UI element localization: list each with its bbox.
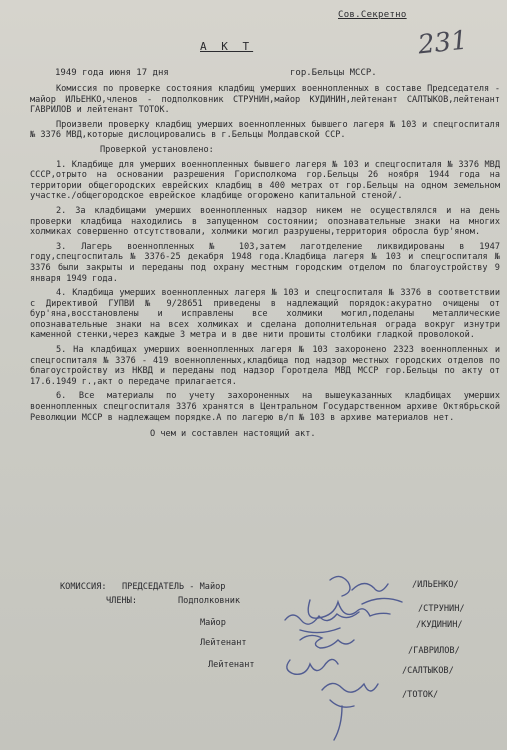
- finding-item-5: 5. На кладбищах умерших военнопленных лагеря № 103 захоронено 2323 военнопленных и спецгоспиталя № 3376 - 419 военнопленных,кладбища под надзор местных городских отделов по благоустройству из НКВД и переданы под надзор Горотдела МВД МССР гор.Бельцы по акту от 17.6.1949 г.,акт о передаче прилагается.: [30, 345, 500, 387]
- finding-item-2: 2. За кладбищами умерших военнопленных надзор никем не осуществлялся и на день проверки кладбища находились в запущенном состоянии; опознавательные знаки на многих холмиках совершенно отсутствовали, холмики могил разрушены,территория обросла бур'яном.: [30, 205, 500, 238]
- member-name-1: /СТРУНИН/: [418, 604, 465, 614]
- closing-line: О чем и составлен настоящий акт.: [150, 429, 316, 440]
- strunin-signature: [308, 600, 390, 618]
- finding-item-1: 1. Кладбище для умерших военнопленных бывшего лагеря № 103 и спецгоспиталя № 3376 МВД СССР,отрыто на основании разрешения Горисполкома гор.Бельцы 26 ноября 1944 года на территории общегородских еврейских кладбищ в 400 метрах от гор.Бельцы на одном земельном участке./общегородское еврейское кладбище огорожено капитальной стеной/.: [30, 159, 500, 202]
- member-rank-1: Подполковник: [178, 596, 241, 606]
- chairman-name: /ИЛЬЕНКО/: [412, 580, 459, 590]
- document-date: 1949 года июня 17 дня: [55, 68, 169, 78]
- archive-number: 231: [416, 25, 470, 61]
- findings-heading: Проверкой установлено:: [100, 144, 214, 155]
- chairman-signature: [330, 576, 402, 604]
- finding-item-6: 6. Все материалы по учету захороненных на вышеуказанных кладбищах умерших военнопленных спецгоспиталя 3376 хранятся в Центральном Государственном архиве Октябрьской Революции МССР в надлежащем порядке.А по лагерю в/п № 103 в архиве материалов нет.: [30, 391, 500, 423]
- member-rank-3: Лейтенант: [200, 638, 247, 648]
- members-label: ЧЛЕНЫ:: [106, 596, 138, 606]
- member-name-2: /КУДИНИН/: [416, 620, 463, 630]
- commission-label: КОМИССИЯ:: [60, 582, 107, 592]
- intro-paragraph-2: Произвели проверку кладбищ умерших военнопленных бывшего лагеря № 103 и спецгоспиталя № 3376 МВД,которые дислоцировались в г.Бельцы Молдавской ССР.: [30, 119, 500, 141]
- finding-item-3: 3. Лагерь военнопленных № 103,затем лаготделение ликвидированы в 1947 году,спецгоспиталь № 3376-25 декабря 1948 года.Кладбища лагеря № 103 и спецгоспиталя № 3376 были закрыты и переданы под охрану местным городским отделом по благоустройству 9 января 1949 года.: [30, 241, 500, 284]
- member-name-4: /САЛТЫКОВ/: [402, 666, 454, 676]
- finding-item-4: 4. Кладбища умерших военнопленных лагеря № 103 и спецгоспиталя № 3376 в соответствии с Директивой ГУПВИ № 9/28651 приведены в надлежащий порядок:акуратно очищены от бур'яна,восстановлены и исправлены все холмики могил,поделаны металлические опознавательные знаки на всех холмиках и сделана дополнительная ограда вокруг изнутри каменной стенки,через каждые 3 метра и в две нити прошиты столбики гладкой проволокой.: [30, 288, 500, 341]
- member-name-5: /ТОТОК/: [402, 690, 439, 700]
- member-rank-4: Лейтенант: [208, 660, 255, 670]
- document-body: [30, 84, 500, 446]
- gavrilov-signature: [300, 635, 354, 648]
- secrecy-stamp: Сов.Секретно: [338, 10, 407, 20]
- saltykov-signature: [287, 659, 338, 674]
- chairman-label: ПРЕДСЕДАТЕЛЬ - Майор: [122, 582, 226, 592]
- document-city: гор.Бельцы МССР.: [290, 68, 377, 78]
- document-title: А К Т: [200, 40, 254, 53]
- member-name-3: /ГАВРИЛОВ/: [408, 646, 460, 656]
- kudinin-signature: [285, 612, 359, 633]
- intro-paragraph-1: Комиссия по проверке состояния кладбищ умерших военнопленных в составе Председателя - майор ИЛЬЕНКО,членов - подполковник СТРУНИН,майор КУДИНИН,лейтенант САЛТЫКОВ,лейтенант ГАВРИЛОВ и лейтенант ТОТОК.: [30, 84, 500, 116]
- totok-signature: [322, 683, 378, 740]
- member-rank-2: Майор: [200, 618, 226, 628]
